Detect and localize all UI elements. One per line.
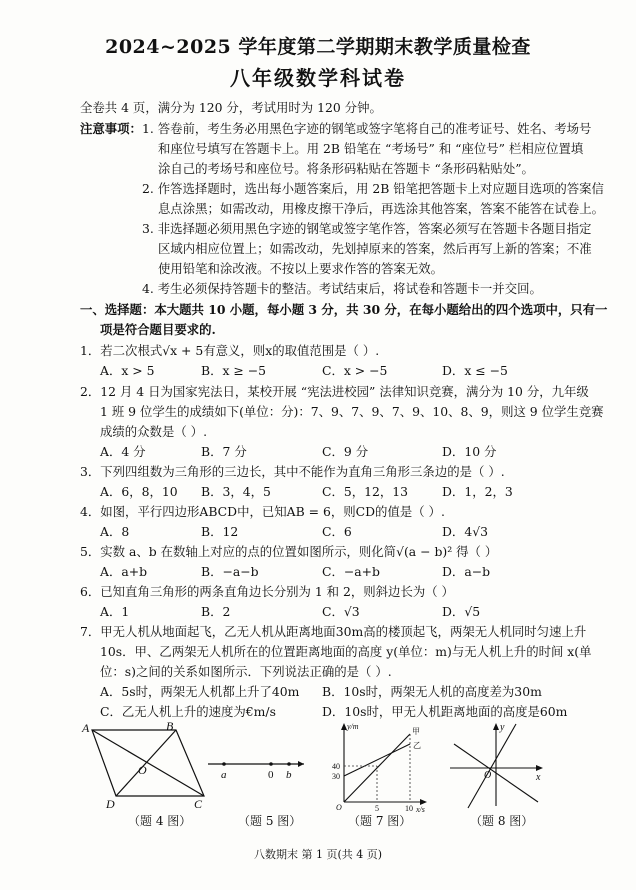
vertex-b-label: B	[166, 722, 174, 733]
figure-7-graph	[320, 720, 432, 812]
figure-4-parallelogram	[80, 722, 220, 808]
q6-option-b: B．2	[201, 604, 231, 619]
notice-line: 1. 答卷前，考生务必用黑色字迹的钢笔或签字笔将自己的准考证号、姓名、考场号	[142, 121, 592, 136]
vertex-c-label: C	[194, 797, 203, 808]
q4-option-b: B．12	[201, 524, 239, 539]
q2-option-b: B．7 分	[201, 444, 247, 459]
figure-4-caption: （题 4 图）	[128, 814, 192, 828]
notice-line: 使用铅笔和涂改液。不按以上要求作答的答案无效。	[158, 261, 443, 276]
exam-title: 2024~2025 学年度第二学期期末教学质量检查	[105, 36, 531, 58]
q3-option-b: B．3，4，5	[201, 484, 271, 499]
q6-option-d: D．√5	[442, 604, 481, 619]
arrow-right-icon	[298, 761, 304, 767]
q3-option-a: A．6，8，10	[100, 484, 178, 499]
page-footer: 八数期末 第 1 页(共 4 页)	[253, 848, 383, 861]
notice-line: 区域内相应位置上；如需改动，先划掉原来的答案，然后再写上新的答案；不准	[158, 241, 592, 256]
q7-option-c: C．乙无人机上升的速度为€m/s	[100, 704, 276, 719]
x-axis-label: x/s	[416, 805, 425, 812]
q1-option-d: D．x ≤ −5	[442, 363, 508, 378]
q2-option-a: A．4 分	[100, 444, 146, 459]
q4-option-d: D．4√3	[442, 524, 488, 539]
diagonal-ac	[92, 730, 204, 796]
origin-label: O	[484, 770, 492, 781]
q5-option-c: C．−a+b	[322, 564, 380, 579]
q5-option-d: D．a−b	[442, 564, 491, 579]
vertex-d-label: D	[106, 797, 115, 808]
section-heading: 一、选择题：本大题共 10 小题，每小题 3 分，共 30 分，在每小题给出的四个选项中，只有一	[80, 302, 608, 317]
q2-option-d: D．10 分	[442, 444, 497, 459]
q1-option-a: A．x > 5	[100, 363, 155, 378]
q7-option-b: B．10s时，两架无人机的高度差为30m	[322, 684, 542, 699]
line-increasing	[468, 724, 516, 808]
notice-line: 和座位号填写在答题卡上。用 2B 铅笔在 “考场号” 和 “座位号” 栏相应位置填	[158, 141, 584, 156]
tick-y40: 40	[332, 762, 340, 771]
vertex-a-label: A	[82, 722, 90, 735]
figure-5-number-line	[204, 752, 308, 786]
q4-option-a: A．8	[100, 524, 130, 539]
question-7-stem-cont: 位：s)之间的关系如图所示．下列说法正确的是（ ）.	[100, 664, 392, 679]
figure-8-caption: （题 8 图）	[470, 814, 534, 828]
q5-option-a: A．a+b	[100, 564, 148, 579]
y-axis-label: y/m	[347, 722, 359, 731]
question-5-stem: 5．实数 a、b 在数轴上对应的点的位置如图所示，则化简√(a − b)² 得（ ）	[80, 544, 498, 559]
center-o-label: O	[138, 763, 147, 777]
point-a	[222, 762, 226, 766]
question-7-stem: 7．甲无人机从地面起飞，乙无人机从距离地面30m高的楼顶起飞，两架无人机同时匀速上升	[80, 624, 587, 639]
question-6-stem: 6．已知直角三角形的两条直角边长分别为 1 和 2，则斜边长为（ ）	[80, 584, 454, 599]
q7-option-d: D．10s时，甲无人机距离地面的高度是60m	[322, 704, 568, 719]
question-1-stem: 1．若二次根式√x + 5有意义，则x的取值范围是（ ）.	[80, 343, 380, 358]
exam-subtitle: 八年级数学科试卷	[230, 66, 406, 90]
x-axis-arrow-icon	[536, 765, 543, 771]
figure-5-caption: （题 5 图）	[238, 814, 302, 828]
tick-y30: 30	[332, 772, 340, 781]
notice-line: 3. 非选择题必须用黑色字迹的钢笔或签字笔作答，答案必须写在答题卡各题目指定	[142, 221, 592, 236]
series-yi-label: 乙	[413, 741, 421, 750]
point-a-label: a	[221, 769, 227, 781]
question-2-stem: 2．12 月 4 日为国家宪法日，某校开展 “宪法进校园” 法律知识竞赛，满分为 10 分，九年级	[80, 384, 589, 399]
notice-line: 2. 作答选择题时，选出每小题答案后，用 2B 铅笔把答题卡上对应题目选项的答案信	[142, 181, 604, 196]
q5-option-b: B．−a−b	[201, 564, 259, 579]
question-3-stem: 3．下列四组数为三角形的三边长，其中不能作为直角三角形三条边的是（ ）.	[80, 464, 505, 479]
q6-option-c: C．√3	[322, 604, 360, 619]
point-b-label: b	[286, 769, 292, 781]
question-4-stem: 4．如图，平行四边形ABCD中，已知AB = 6，则CD的值是（ ）.	[80, 504, 445, 519]
figure-8-coordinate-plane	[444, 720, 548, 810]
y-axis-arrow-icon	[493, 723, 499, 730]
point-origin	[269, 762, 273, 766]
question-7-stem-cont: 10s．甲、乙两架无人机所在的位置距离地面的高度 y(单位：m)与无人机上升的时间 x(单	[100, 644, 592, 659]
figure-7-caption: （题 7 图）	[348, 814, 412, 828]
question-2-stem-cont: 成绩的众数是（ ）.	[100, 424, 208, 439]
section-heading-cont: 项是符合题目要求的.	[100, 322, 216, 337]
q6-option-a: A．1	[100, 604, 130, 619]
y-axis-label: y	[500, 722, 505, 733]
origin-label: O	[336, 803, 342, 812]
notice-line: 4. 考生必须保持答题卡的整洁。考试结束后，将试卷和答题卡一并交回。	[142, 281, 542, 296]
tick-x10: 10	[405, 804, 413, 812]
q2-option-c: C．9 分	[322, 444, 369, 459]
q1-option-b: B．x ≥ −5	[201, 363, 267, 378]
point-origin-label: 0	[268, 769, 274, 781]
exam-intro: 全卷共 4 页，满分为 120 分，考试用时为 120 分钟。	[80, 100, 382, 115]
notice-line: 息点涂黑；如需改动，用橡皮擦干净后，再选涂其他答案，答案不能答在试卷上。	[158, 201, 605, 216]
series-jia-label: 甲	[412, 727, 420, 736]
q3-option-d: D．1，2，3	[442, 484, 513, 499]
point-b	[287, 762, 291, 766]
notice-label: 注意事项：	[80, 121, 142, 136]
q4-option-c: C．6	[322, 524, 352, 539]
question-2-stem-cont: 1 班 9 位学生的成绩如下(单位：分)：7、9、7、9、7、9、10、8、9，则这 9 位学生竞赛	[100, 404, 604, 419]
x-axis-label: x	[536, 772, 541, 783]
q1-option-c: C．x > −5	[322, 363, 388, 378]
tick-x5: 5	[375, 804, 379, 812]
q3-option-c: C．5，12，13	[322, 484, 409, 499]
notice-line: 涂自己的考场号和座位号。将条形码粘贴在答题卡 “条形码粘贴处”。	[158, 161, 534, 176]
q7-option-a: A．5s时，两架无人机都上升了40m	[100, 684, 300, 699]
